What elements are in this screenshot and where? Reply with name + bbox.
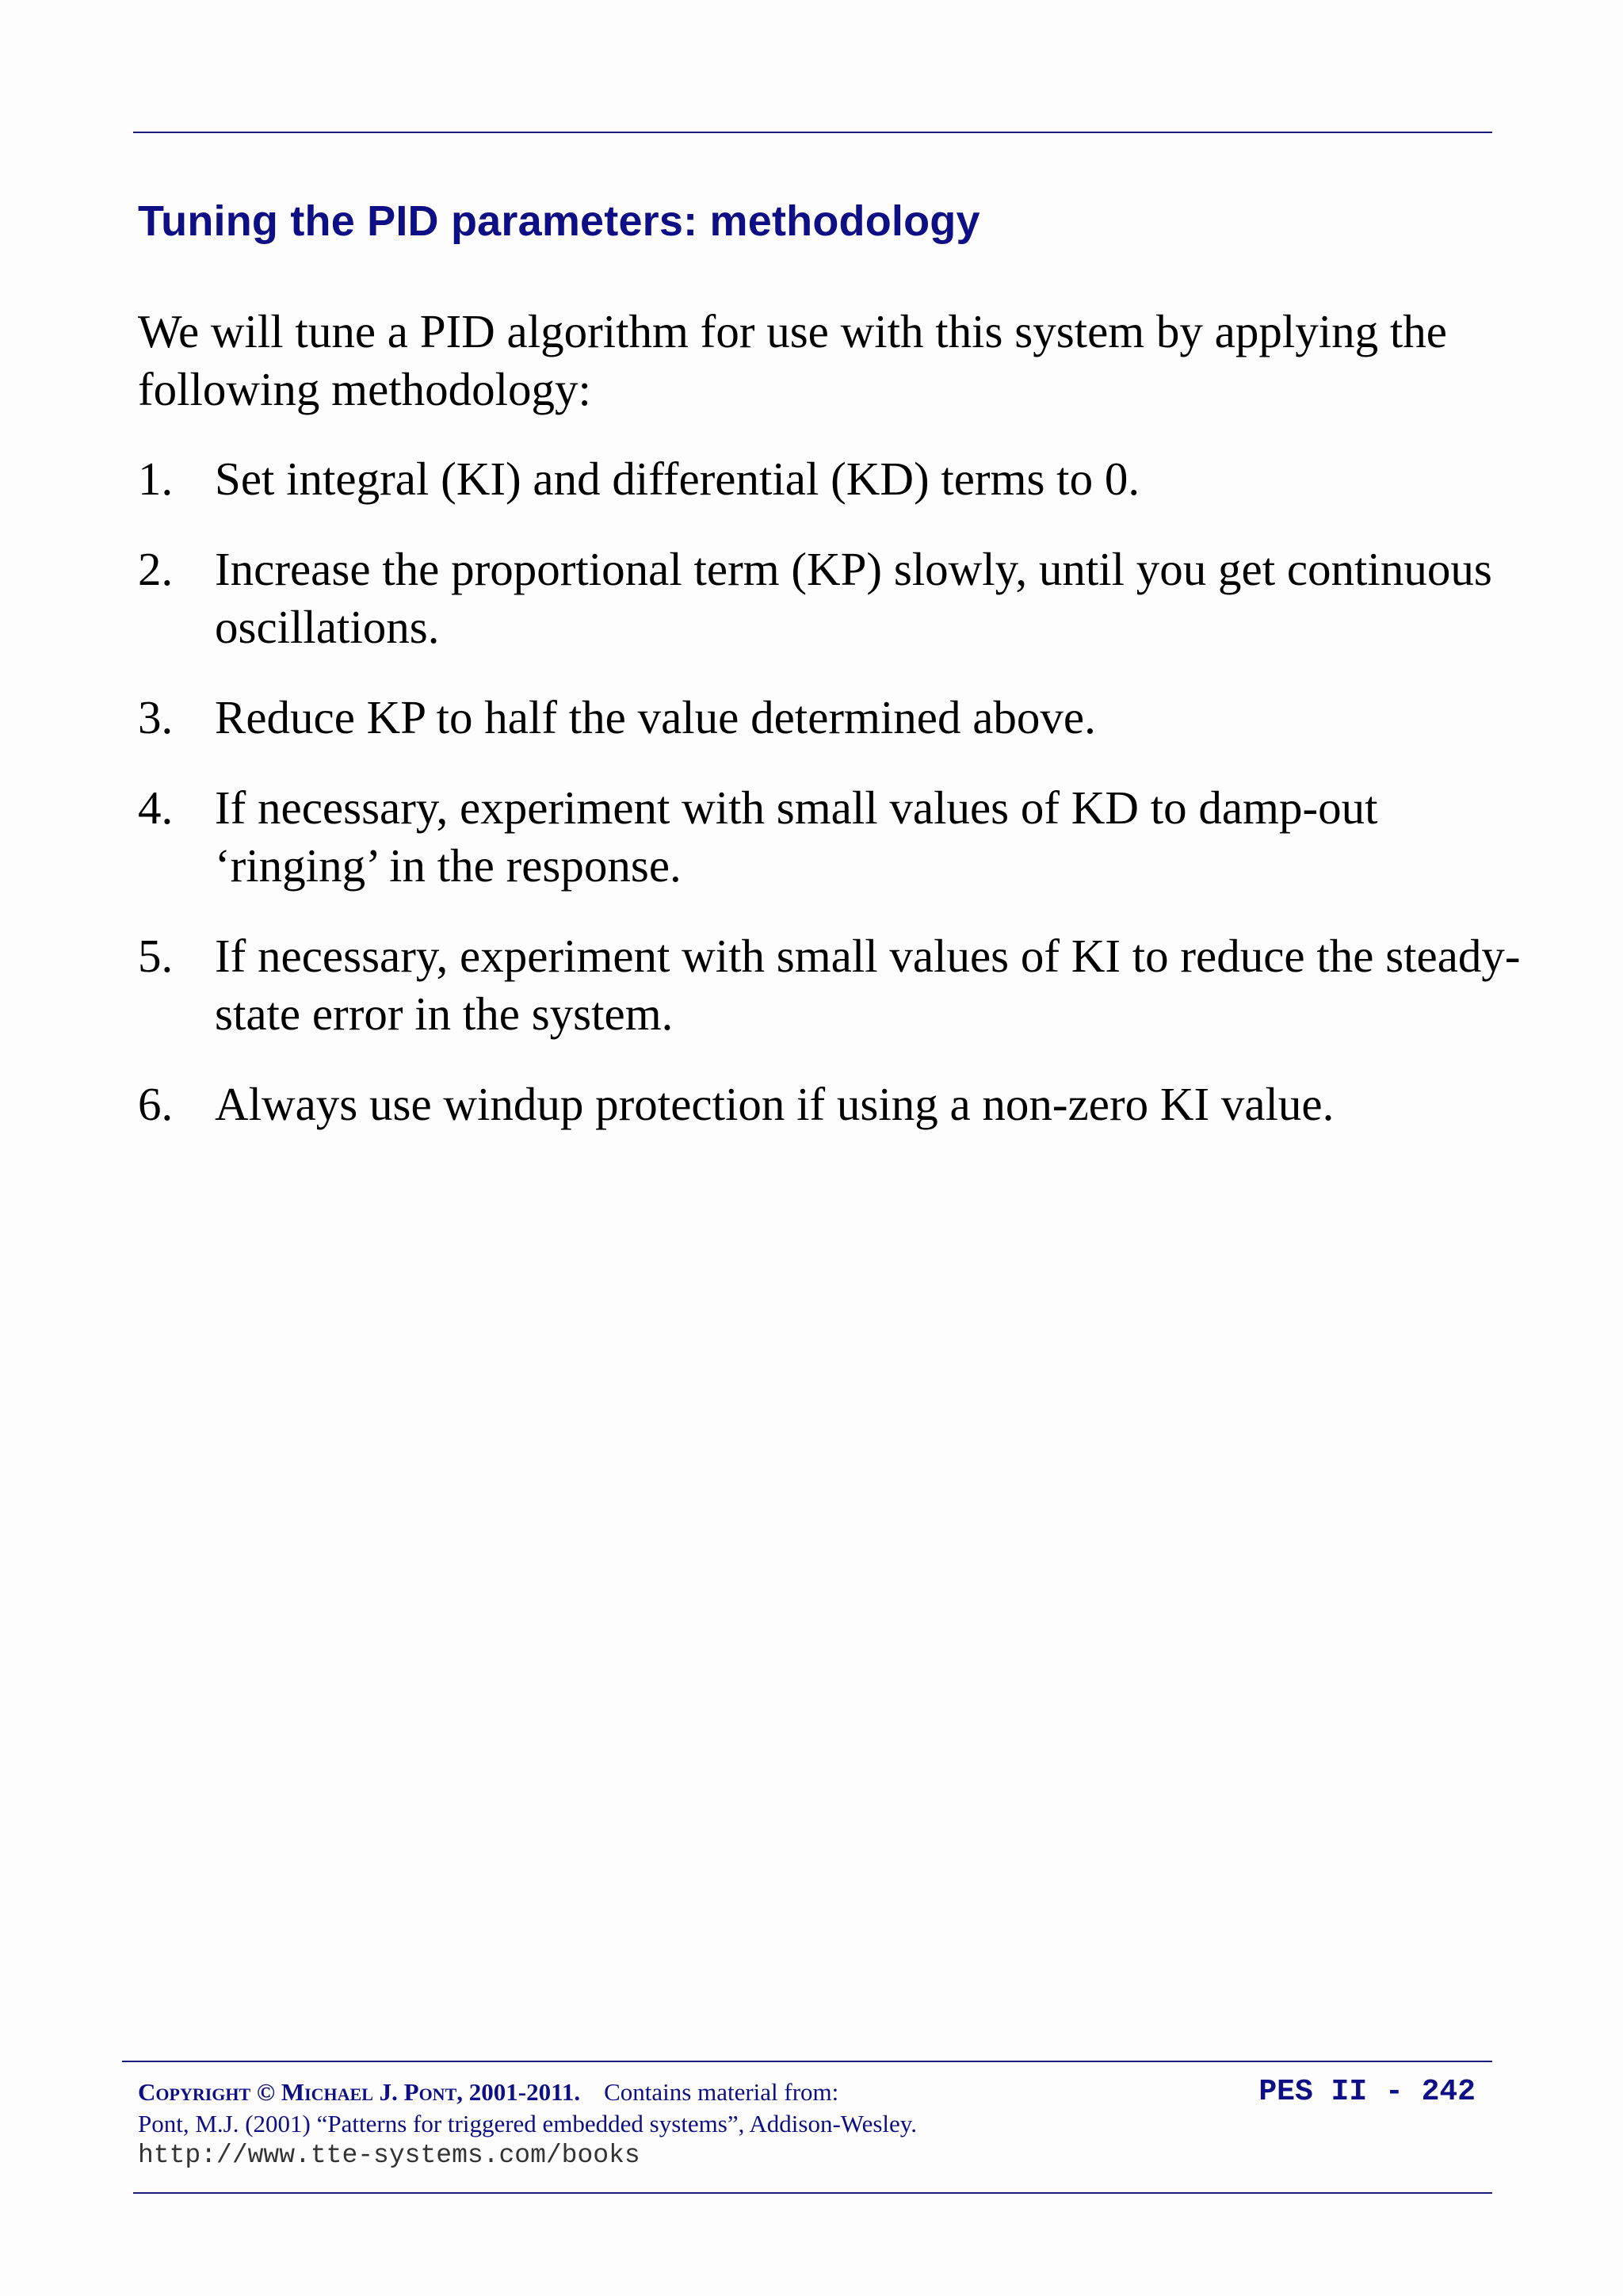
step-text: If necessary, experiment with small values of KD to damp-out ‘ringing’ in the response.	[215, 781, 1378, 892]
slide-title: Tuning the PID parameters: methodology	[138, 197, 980, 245]
step-item	[138, 541, 1533, 656]
header-rule	[133, 132, 1492, 133]
step-text: Set integral (KI) and differential (KD) terms to 0.	[215, 453, 1140, 505]
step-number: 6.	[138, 1078, 174, 1130]
book-citation: Pont, M.J. (2001) “Patterns for triggered embedded systems”, Addison-Wesley.	[138, 2110, 918, 2137]
step-item	[138, 927, 1533, 1043]
step-item	[138, 1075, 1533, 1133]
step-item	[138, 779, 1533, 895]
step-text: Reduce KP to half the value determined above.	[215, 691, 1096, 743]
footer-citation-block	[138, 2076, 1311, 2172]
step-item	[138, 450, 1533, 508]
step-item	[138, 689, 1533, 747]
step-number: 2.	[138, 543, 174, 595]
step-number: 3.	[138, 691, 174, 743]
step-text: Increase the proportional term (KP) slowly, until you get continuous oscillations.	[215, 543, 1492, 653]
step-number: 1.	[138, 453, 174, 505]
step-number: 4.	[138, 781, 174, 834]
step-text: If necessary, experiment with small values of KI to reduce the steady-state error in the system.	[215, 930, 1521, 1040]
page-reference: PES II - 242	[1258, 2075, 1476, 2109]
books-url[interactable]: http://www.tte-systems.com/books	[138, 2141, 640, 2170]
material-note: Contains material from:	[604, 2078, 839, 2106]
copyright-notice: Copyright © Michael J. Pont, 2001-2011.	[138, 2078, 581, 2106]
footer-bottom-rule	[133, 2192, 1492, 2194]
step-text: Always use windup protection if using a non-zero KI value.	[215, 1078, 1335, 1130]
footer-top-rule	[122, 2061, 1492, 2062]
step-number: 5.	[138, 930, 174, 982]
methodology-steps	[138, 450, 1533, 1166]
intro-paragraph: We will tune a PID algorithm for use with this system by applying the following methodology:	[138, 305, 1447, 415]
